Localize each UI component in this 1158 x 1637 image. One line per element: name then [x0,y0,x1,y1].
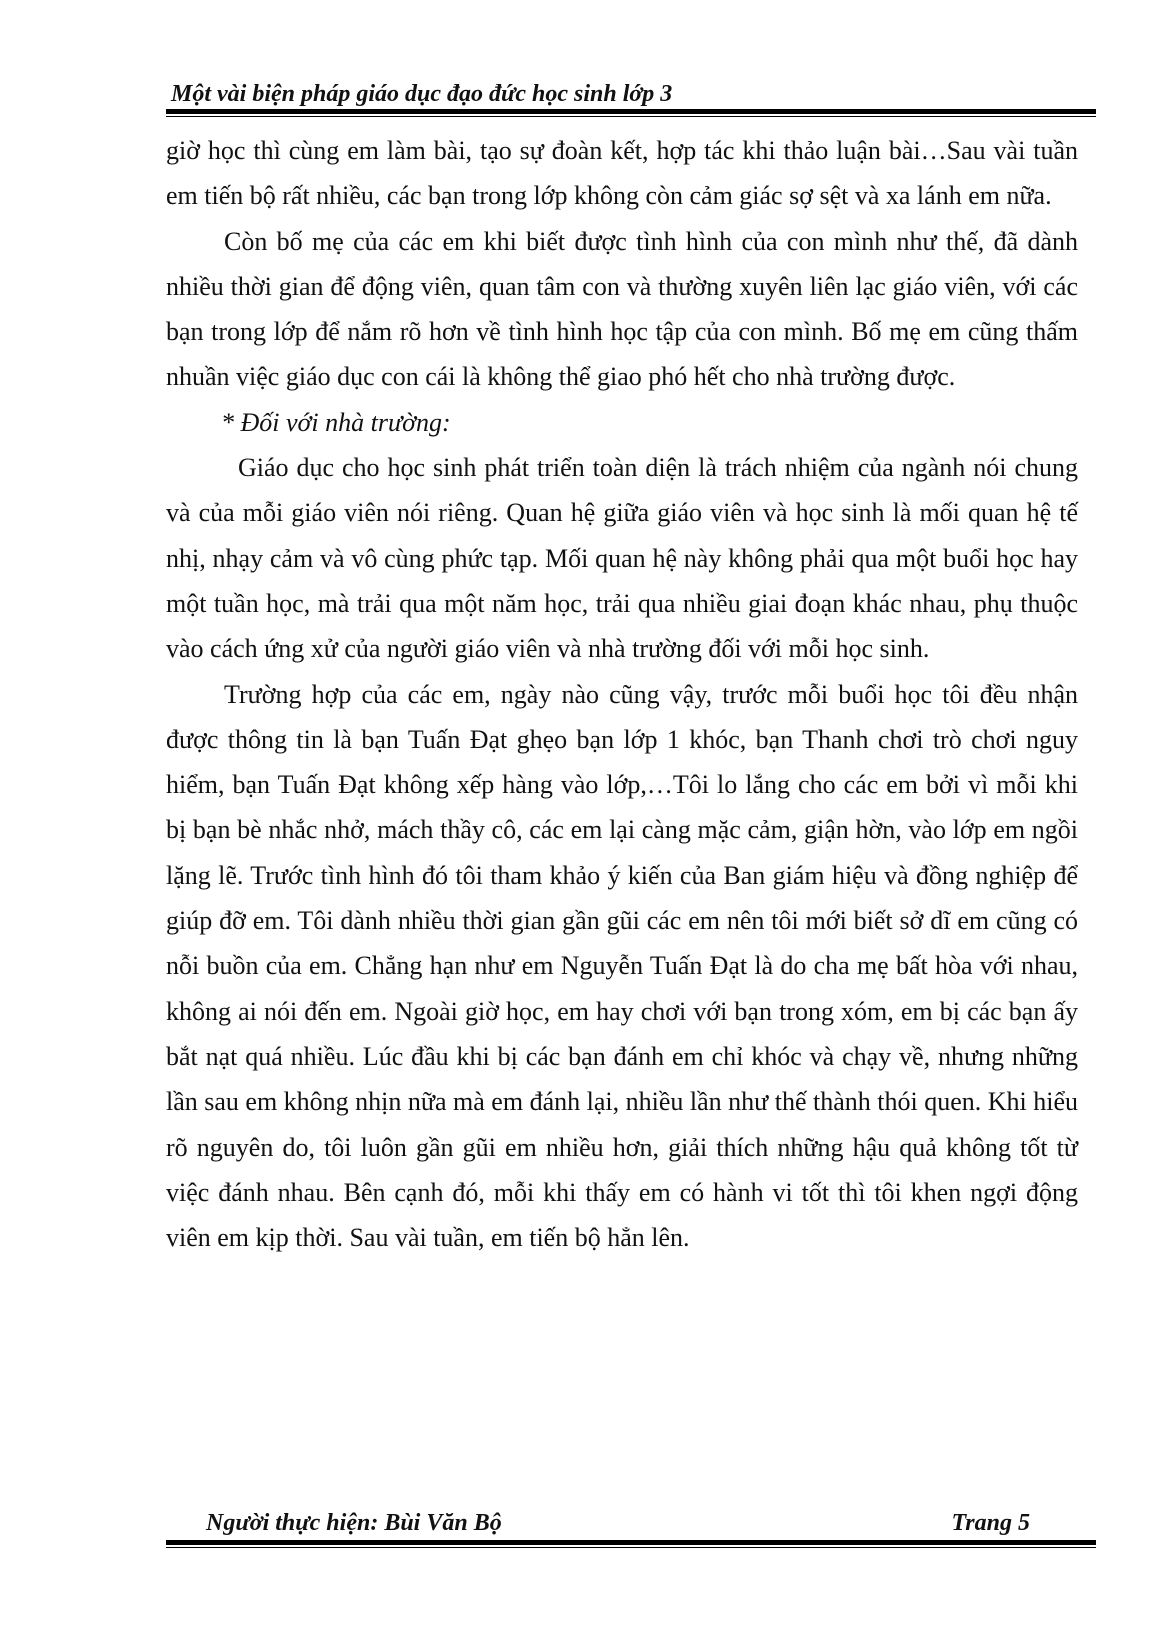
paragraph-4: Trường hợp của các em, ngày nào cũng vậy, trước mỗi buổi học tôi đều nhận được thông tin là bạn Tuấn Đạt ghẹo bạn lớp 1 khóc, bạn Thanh chơi trò chơi nguy hiểm, bạn Tuấn Đạt không xếp hàng vào lớp,…Tôi lo lắng cho các em bởi vì mỗi khi bị bạn bè nhắc nhở, mách thầy cô, các em lại càng mặc cảm, giận hờn, vào lớp em ngồi lặng lẽ. Trước tình hình đó tôi tham khảo ý kiến của Ban giám hiệu và đồng nghiệp để giúp đỡ em. Tôi dành nhiều thời gian gần gũi các em nên tôi mới biết sở dĩ em cũng có nỗi buồn của em. Chẳng hạn như em Nguyễn Tuấn Đạt là do cha mẹ bất hòa với nhau, không ai nói đến em. Ngoài giờ học, em hay chơi với bạn trong xóm, em bị các bạn ấy bắt nạt quá nhiều. Lúc đầu khi bị các bạn đánh em chỉ khóc và chạy về, nhưng những lần sau em không nhịn nữa mà em đánh lại, nhiều lần như thế thành thói quen. Khi hiểu rõ nguyên do, tôi luôn gần gũi em nhiều hơn, giải thích những hậu quả không tốt từ việc đánh nhau. Bên cạnh đó, mỗi khi thấy em có hành vi tốt thì tôi khen ngợi động viên em kịp thời. Sau vài tuần, em tiến bộ hẳn lên. [166,679,1078,1253]
header-rule-thick [166,109,1096,114]
paragraph-1: giờ học thì cùng em làm bài, tạo sự đoàn kết, hợp tác khi thảo luận bài…Sau vài tuần em tiến bộ rất nhiều, các bạn trong lớp không còn cảm giác sợ sệt và xa lánh em nữa. [166,136,1078,211]
footer-rule-thin [166,1547,1096,1548]
section-heading: * Đối với nhà trường: [221,407,451,437]
footer-page-number: Trang 5 [951,1510,1030,1536]
header-rule-thin [166,116,1096,117]
page-header [166,80,1096,117]
header-title: Một vài biện pháp giáo dục đạo đức học sinh lớp 3 [171,81,673,107]
paragraph-3: Giáo dục cho học sinh phát triển toàn diện là trách nhiệm của ngành nói chung và của mỗi giáo viên nói riêng. Quan hệ giữa giáo viên và học sinh là mối quan hệ tế nhị, nhạy cảm và vô cùng phức tạp. Mối quan hệ này không phải qua một buổi học hay một tuần học, mà trải qua một năm học, trải qua nhiều giai đoạn khác nhau, phụ thuộc vào cách ứng xử của người giáo viên và nhà trường đối với mỗi học sinh. [166,453,1078,664]
page-footer [166,1509,1096,1548]
footer-row [166,1509,1096,1537]
footer-author: Người thực hiện: Bùi Văn Bộ [206,1510,502,1536]
paragraph-2: Còn bố mẹ của các em khi biết được tình hình của con mình như thế, đã dành nhiều thời gian để động viên, quan tâm con và thường xuyên liên lạc giáo viên, với các bạn trong lớp để nắm rõ hơn về tình hình học tập của con mình. Bố mẹ em cũng thấm nhuần việc giáo dục con cái là không thể giao phó hết cho nhà trường được. [166,226,1078,392]
document-body [166,128,1078,1260]
footer-rule-thick [166,1540,1096,1545]
